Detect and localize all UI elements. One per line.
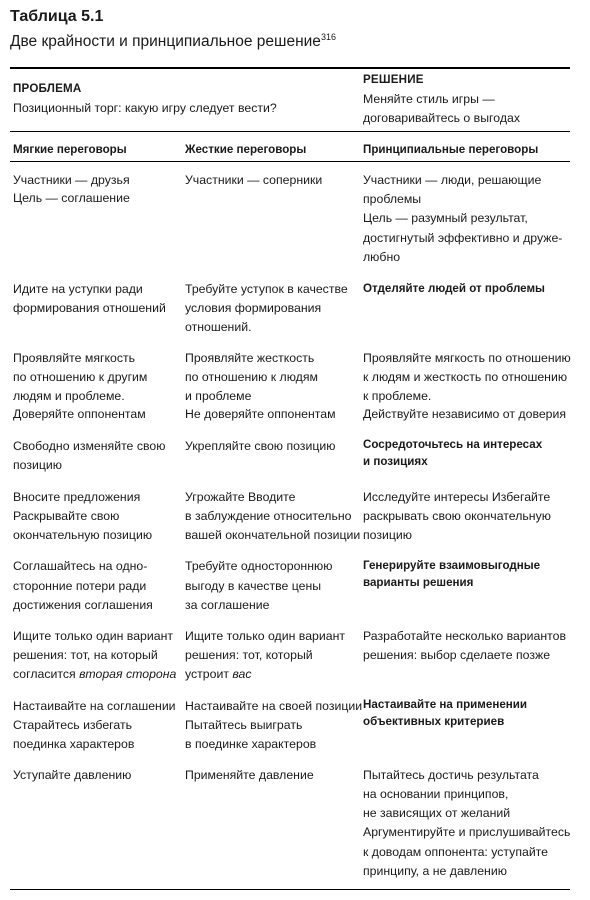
solution-text-line1: Меняйте стиль игры — [363, 92, 495, 106]
cell-soft-r3-l1: Проявляйте мягкость [13, 351, 136, 365]
cell-hard-r6-l2: выгоду в качестве цены [185, 579, 322, 593]
cell-hard-r4-l1: Укрепляйте свою позицию [185, 439, 336, 453]
cell-soft-r5-l3: окончательную позицию [13, 528, 153, 542]
cell-principled-r9-l6: принципу, а не давлению [363, 864, 507, 878]
cell-principled-r6-l1: Генерируйте взаимовыгодные [363, 559, 541, 572]
top-rule [10, 67, 570, 69]
cell-principled-r5-l3: позицию [363, 528, 413, 542]
cell-hard-r5-l1: Угрожайте Вводите [185, 490, 296, 504]
cell-soft-r4-l2: позицию [13, 458, 63, 472]
cell-soft-r5-l2: Раскрывайте свою [13, 509, 120, 523]
cell-principled-r8-l2: объективных критериев [363, 715, 505, 728]
cell-principled-r9-l5: к доводам оппонента: уступайте [363, 845, 549, 859]
cell-principled-r7-l2: решения: выбор сделаете позже [363, 648, 551, 662]
column-header-principled: Принципиальные переговоры [363, 143, 539, 156]
cell-principled-r4-l1: Сосредоточьтесь на интересах [363, 438, 543, 451]
cell-principled-r6-l2: варианты решения [363, 576, 474, 589]
table-title-text: Две крайности и принципиальное решение [10, 33, 321, 50]
cell-hard-r5-l2: в заблуждение относительно [185, 509, 352, 523]
cell-hard-r2-l1: Требуйте уступок в качестве [185, 282, 348, 296]
cell-hard-r3-l2: по отношению к людям [185, 370, 318, 384]
cell-soft-r2-l2: формирования отношений [13, 301, 166, 315]
header-rule [10, 131, 570, 132]
cell-hard-r2-l2: условия формирования [185, 301, 322, 315]
column-header-hard: Жесткие переговоры [185, 143, 307, 156]
cell-soft-r3-l4: Доверяйте оппонентам [13, 407, 146, 421]
cell-soft-r4-l1: Свободно изменяйте свою [13, 439, 166, 453]
cell-principled-r3-l4: Действуйте независимо от доверия [363, 407, 567, 421]
cell-hard-r1-l1: Участники — соперники [185, 173, 323, 187]
cell-soft-r8-l3: поединка характеров [13, 737, 135, 751]
cell-soft-r1-l1: Участники — друзья [13, 173, 130, 187]
cell-principled-r9-l3: не зависящих от желаний [363, 806, 511, 820]
column-header-rule [10, 161, 570, 162]
cell-soft-r8-l2: Старайтесь избегать [13, 718, 132, 732]
cell-principled-r3-l2: к людям и жесткость по отношению [363, 370, 568, 384]
cell-hard-r8-l3: в поединке характеров [185, 737, 317, 751]
cell-soft-r1-l2: Цель — соглашение [13, 191, 130, 205]
cell-principled-r2-l1: Отделяйте людей от проблемы [363, 282, 545, 295]
cell-soft-r6-l1: Соглашайтесь на одно- [13, 559, 148, 573]
cell-hard-r7-l2: решения: тот, который [185, 648, 313, 662]
cell-soft-r9-l1: Уступайте давлению [13, 768, 132, 782]
cell-hard-r8-l1: Настаивайте на своей позиции [185, 699, 363, 713]
cell-principled-r3-l1: Проявляйте мягкость по отношению [363, 351, 571, 365]
cell-hard-r6-l1: Требуйте одностороннюю [185, 559, 333, 573]
cell-hard-r3-l1: Проявляйте жесткость [185, 351, 315, 365]
cell-principled-r1-l4: достигнутый эффективно и друже- [363, 231, 563, 245]
cell-hard-r7-l3 [185, 665, 252, 683]
cell-principled-r1-l5: любно [363, 250, 401, 264]
cell-soft-r8-l1: Настаивайте на соглашении [13, 699, 176, 713]
cell-soft-r3-l3: людям и проблеме. [13, 389, 125, 403]
problem-text: Позиционный торг: какую игру следует вести? [13, 101, 277, 115]
problem-label: ПРОБЛЕМА [13, 82, 82, 95]
cell-principled-r9-l4: Аргументируйте и прислушивайтесь [363, 825, 571, 839]
cell-principled-r5-l2: раскрывать свою окончательную [363, 509, 551, 523]
footnote-ref: 316 [320, 31, 336, 42]
cell-principled-r3-l3: к проблеме. [363, 389, 432, 403]
cell-principled-r1-l2: проблемы [363, 192, 422, 206]
cell-principled-r1-l3: Цель — разумный результат, [363, 211, 528, 225]
cell-principled-r7-l1: Разработайте несколько вариантов [363, 629, 567, 643]
cell-soft-r7-l2: решения: тот, на который [13, 648, 158, 662]
cell-hard-r9-l1: Применяйте давление [185, 768, 314, 782]
cell-hard-r5-l3: вашей окончательной позиции [185, 528, 361, 542]
cell-principled-r9-l1: Пытайтесь достичь результата [363, 768, 539, 782]
cell-hard-r7-l3-text: устроит [185, 667, 233, 681]
cell-soft-r6-l3: достижения соглашения [13, 598, 153, 612]
cell-hard-r2-l3: отношений. [185, 320, 252, 334]
cell-hard-r3-l3: и проблеме [185, 389, 252, 403]
cell-hard-r7-l3-italic: вас [232, 667, 252, 681]
solution-label: РЕШЕНИЕ [363, 73, 424, 86]
cell-principled-r1-l1: Участники — люди, решающие [363, 173, 542, 187]
cell-hard-r7-l1: Ищите только один вариант [185, 629, 346, 643]
cell-soft-r2-l1: Идите на уступки ради [13, 282, 143, 296]
column-header-soft: Мягкие переговоры [13, 143, 127, 156]
cell-soft-r3-l2: по отношению к другим [13, 370, 148, 384]
cell-soft-r7-l3 [13, 665, 176, 683]
cell-soft-r5-l1: Вносите предложения [13, 490, 141, 504]
cell-principled-r4-l2: и позициях [363, 455, 428, 468]
cell-soft-r7-l3-text: согласится [13, 667, 80, 681]
bottom-rule [10, 889, 570, 890]
cell-hard-r3-l4: Не доверяйте оппонентам [185, 407, 336, 421]
table-title [10, 33, 336, 51]
cell-soft-r7-l1: Ищите только один вариант [13, 629, 174, 643]
cell-hard-r8-l2: Пытайтесь выиграть [185, 718, 303, 732]
cell-principled-r5-l1: Исследуйте интересы Избегайте [363, 490, 551, 504]
cell-principled-r9-l2: на основании принципов, [363, 787, 509, 801]
cell-principled-r8-l1: Настаивайте на применении [363, 698, 528, 711]
solution-text-line2: договаривайтесь о выгодах [363, 111, 520, 125]
cell-hard-r6-l3: за соглашение [185, 598, 270, 612]
table-number: Таблица 5.1 [10, 8, 104, 25]
cell-soft-r7-l3-italic: вторая сторона [79, 667, 177, 681]
cell-soft-r6-l2: сторонние потери ради [13, 579, 147, 593]
